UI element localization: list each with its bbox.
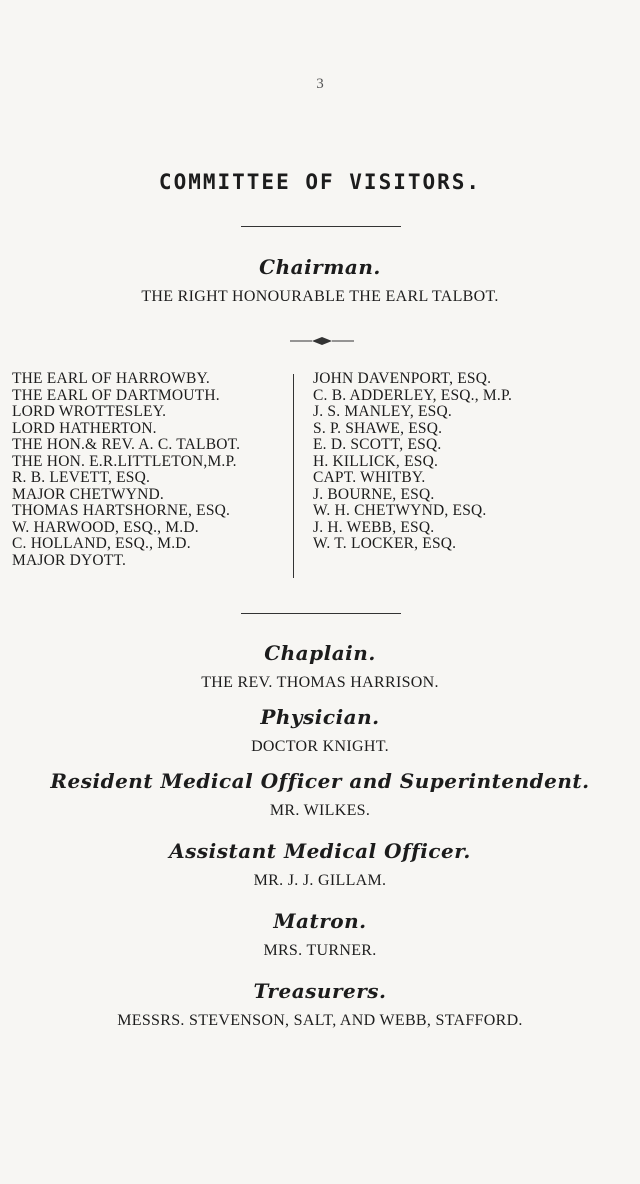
member-name: LORD WROTTESLEY. — [12, 403, 167, 420]
assistant-medical-officer-name: MR. J. J. GILLAM. — [253, 872, 387, 889]
treasurers-name: MESSRS. STEVENSON, SALT, AND WEBB, STAFFORD. — [117, 1012, 523, 1029]
member-name: W. H. CHETWYND, ESQ. — [313, 502, 487, 519]
member-name: THOMAS HARTSHORNE, ESQ. — [12, 502, 231, 519]
resident-medical-officer-heading: Resident Medical Officer and Superintendent. — [50, 769, 590, 793]
member-name: J. S. MANLEY, ESQ. — [313, 403, 452, 420]
matron-heading: Matron. — [273, 909, 367, 933]
chairman-heading: Chairman. — [259, 255, 381, 279]
ornament-divider — [290, 334, 354, 348]
member-name: JOHN DAVENPORT, ESQ. — [313, 370, 492, 387]
member-name: MAJOR DYOTT. — [12, 551, 127, 569]
member-name: J. BOURNE, ESQ. — [313, 485, 435, 503]
chaplain-name: THE REV. THOMAS HARRISON. — [201, 674, 439, 691]
title-rule — [241, 226, 401, 227]
resident-medical-officer-name: MR. WILKES. — [269, 802, 371, 819]
physician-name: DOCTOR KNIGHT. — [251, 738, 389, 755]
physician-heading: Physician. — [260, 705, 380, 729]
member-name: S. P. SHAWE, ESQ. — [313, 419, 443, 437]
member-name: C. B. ADDERLEY, ESQ., M.P. — [313, 386, 513, 404]
member-name: J. H. WEBB, ESQ. — [313, 518, 435, 536]
chairman-name: THE RIGHT HONOURABLE THE EARL TALBOT. — [141, 288, 499, 305]
member-name: E. D. SCOTT, ESQ. — [313, 436, 442, 453]
member-name: W. HARWOOD, ESQ., M.D. — [12, 518, 199, 536]
member-name: H. KILLICK, ESQ. — [313, 452, 439, 470]
chaplain-heading: Chaplain. — [264, 641, 376, 665]
page-title: COMMITTEE OF VISITORS. — [158, 170, 482, 194]
matron-name: MRS. TURNER. — [263, 942, 377, 959]
member-name: THE HON.& REV. A. C. TALBOT. — [12, 436, 241, 453]
member-name: MAJOR CHETWYND. — [12, 485, 164, 503]
member-name: THE EARL OF HARROWBY. — [12, 370, 210, 387]
treasurers-heading: Treasurers. — [253, 979, 387, 1003]
page-number: 3 — [316, 76, 324, 92]
assistant-medical-officer-heading: Assistant Medical Officer. — [169, 839, 471, 863]
member-name: LORD HATHERTON. — [12, 419, 157, 437]
member-name: THE EARL OF DARTMOUTH. — [12, 386, 220, 404]
members-left-column — [12, 371, 290, 569]
member-name: THE HON. E.R.LITTLETON,M.P. — [12, 452, 237, 470]
member-name: CAPT. WHITBY. — [313, 469, 426, 486]
member-name: C. HOLLAND, ESQ., M.D. — [12, 535, 191, 552]
member-name: W. T. LOCKER, ESQ. — [313, 535, 457, 552]
column-divider — [293, 374, 294, 578]
member-name: R. B. LEVETT, ESQ. — [12, 469, 151, 486]
section-rule — [241, 613, 401, 614]
members-right-column — [313, 371, 633, 553]
